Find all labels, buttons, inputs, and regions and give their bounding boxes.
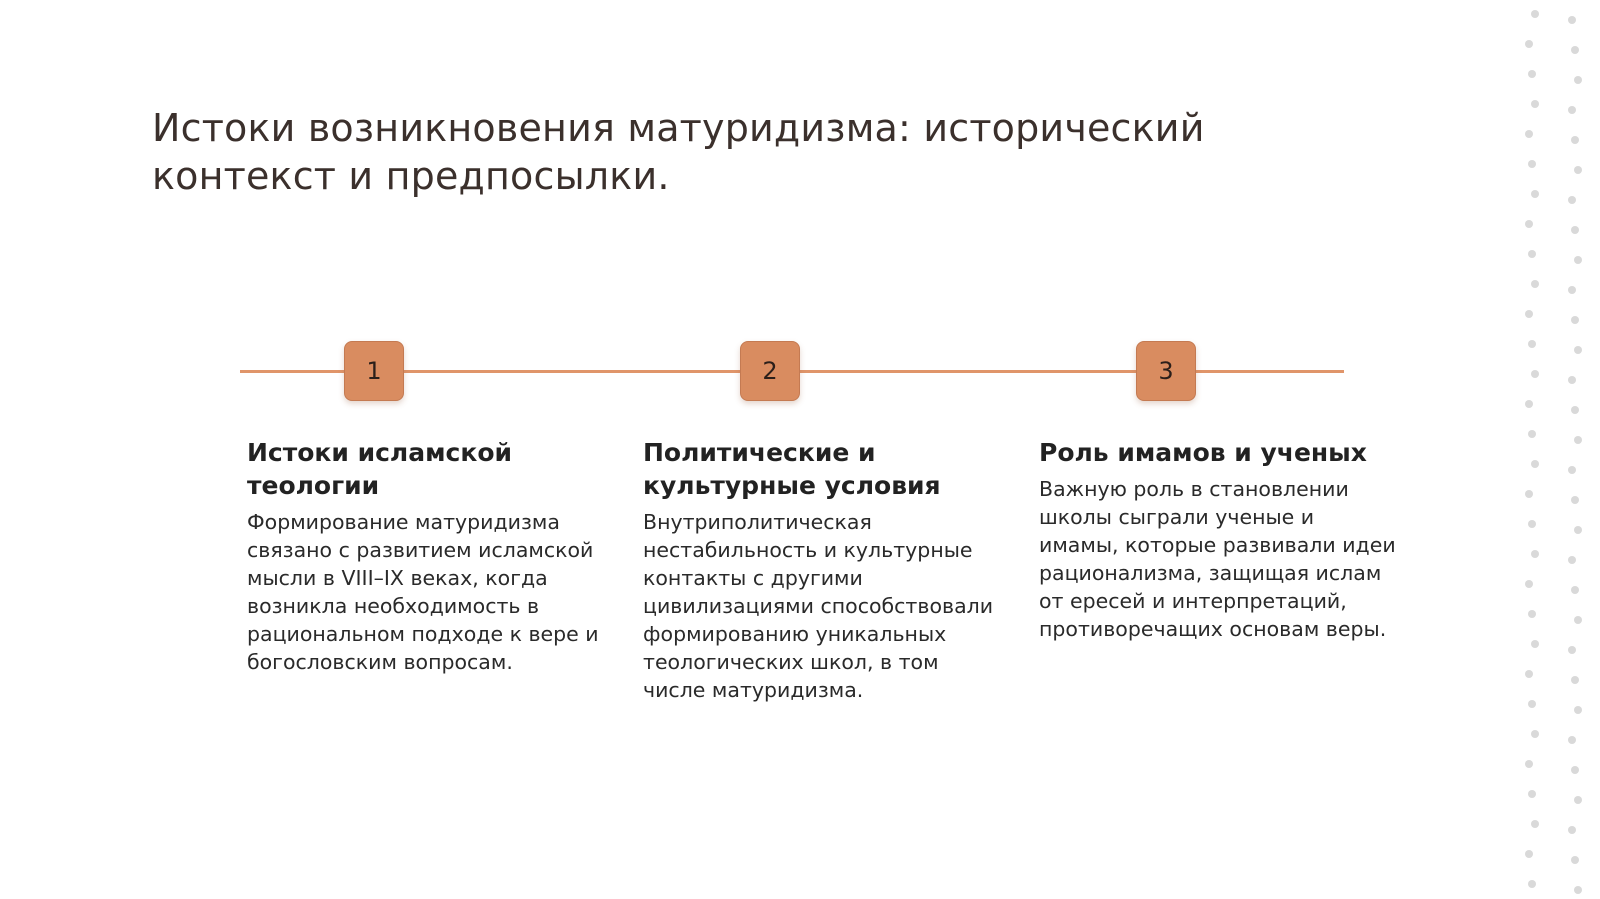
decorative-dot xyxy=(1571,316,1579,324)
decorative-dot xyxy=(1528,610,1536,618)
decorative-dot xyxy=(1531,730,1539,738)
decorative-dot xyxy=(1525,310,1533,318)
decorative-dot xyxy=(1528,250,1536,258)
decorative-dot xyxy=(1571,226,1579,234)
decorative-dot xyxy=(1568,466,1576,474)
step-heading: Политические и культурные условия xyxy=(643,438,941,500)
decorative-dot xyxy=(1574,616,1582,624)
decorative-dot xyxy=(1528,700,1536,708)
decorative-dot xyxy=(1568,16,1576,24)
decorative-dot xyxy=(1568,196,1576,204)
decorative-dot xyxy=(1574,166,1582,174)
decorative-dot xyxy=(1531,550,1539,558)
decorative-dot xyxy=(1574,796,1582,804)
decorative-dot xyxy=(1531,190,1539,198)
step-text: Важную роль в становлении школы сыграли ученые и имамы, которые развивали идеи рационализма, защищая ислам от ересей и интерпретаций, противоречащих основам веры. xyxy=(1039,477,1396,641)
step-badge-1: 1 xyxy=(344,341,404,401)
decorative-dot xyxy=(1525,130,1533,138)
decorative-dot xyxy=(1528,520,1536,528)
decorative-dot xyxy=(1568,286,1576,294)
step-heading: Роль имамов и ученых xyxy=(1039,438,1367,467)
decorative-dot xyxy=(1531,10,1539,18)
decorative-dot xyxy=(1568,826,1576,834)
decorative-dot xyxy=(1531,100,1539,108)
decorative-dot xyxy=(1525,40,1533,48)
decorative-dot xyxy=(1528,430,1536,438)
decorative-dot xyxy=(1568,106,1576,114)
slide-title: Истоки возникновения матуридизма: исторический контекст и предпосылки. xyxy=(152,106,1205,198)
decorative-dot xyxy=(1525,580,1533,588)
decorative-dot xyxy=(1574,346,1582,354)
decorative-dot xyxy=(1531,370,1539,378)
decorative-dot xyxy=(1531,460,1539,468)
decorative-dot xyxy=(1574,76,1582,84)
decorative-dot xyxy=(1571,856,1579,864)
decorative-dot xyxy=(1571,766,1579,774)
decorative-dot xyxy=(1525,220,1533,228)
decorative-dot xyxy=(1574,436,1582,444)
decorative-dot xyxy=(1531,820,1539,828)
step-badge-3: 3 xyxy=(1136,341,1196,401)
decorative-dot xyxy=(1568,556,1576,564)
decorative-dot xyxy=(1571,406,1579,414)
decorative-dot xyxy=(1525,400,1533,408)
decorative-dot xyxy=(1531,640,1539,648)
decorative-dot xyxy=(1525,670,1533,678)
decorative-dot xyxy=(1574,886,1582,894)
decorative-dot xyxy=(1571,496,1579,504)
timeline-column-3 xyxy=(1039,436,1399,643)
decorative-dot xyxy=(1571,136,1579,144)
decorative-dot xyxy=(1568,736,1576,744)
decorative-dot xyxy=(1528,790,1536,798)
decorative-dot xyxy=(1571,46,1579,54)
decorative-dot xyxy=(1574,706,1582,714)
decorative-dot xyxy=(1525,490,1533,498)
decorative-dot xyxy=(1574,526,1582,534)
decorative-dot-pattern xyxy=(1480,0,1600,899)
timeline-column-1 xyxy=(247,436,607,676)
decorative-dot xyxy=(1571,676,1579,684)
step-text: Внутриполитическая нестабильность и культурные контакты с другими цивилизациями способствовали формированию уникальных теологических школ, в том числе матуридизма. xyxy=(643,510,994,702)
decorative-dot xyxy=(1528,70,1536,78)
decorative-dot xyxy=(1528,160,1536,168)
decorative-dot xyxy=(1568,376,1576,384)
decorative-dot xyxy=(1525,760,1533,768)
decorative-dot xyxy=(1528,880,1536,888)
decorative-dot xyxy=(1568,646,1576,654)
decorative-dot xyxy=(1571,586,1579,594)
decorative-dot xyxy=(1528,340,1536,348)
step-text: Формирование матуридизма связано с развитием исламской мысли в VIII–IX веках, когда возникла необходимость в рациональном подходе к вере и богословским вопросам. xyxy=(247,510,599,674)
step-heading: Истоки исламской теологии xyxy=(247,438,513,500)
timeline-column-2 xyxy=(643,436,1003,704)
decorative-dot xyxy=(1525,850,1533,858)
decorative-dot xyxy=(1531,280,1539,288)
decorative-dot xyxy=(1574,256,1582,264)
step-badge-2: 2 xyxy=(740,341,800,401)
